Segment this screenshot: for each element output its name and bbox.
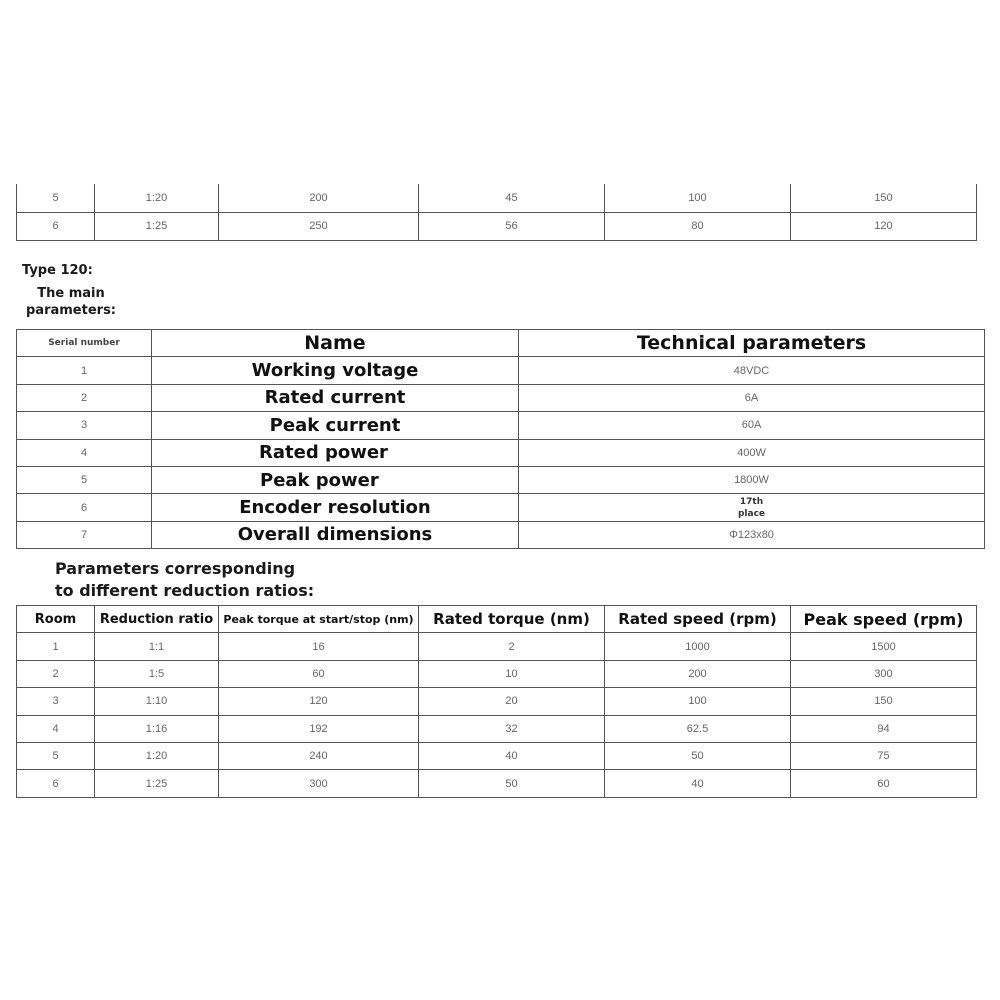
table-cell: 240 (219, 742, 419, 769)
value-cell: 6A (519, 384, 985, 411)
rated-speed-header: Rated speed (rpm) (605, 606, 791, 633)
table-row (17, 521, 985, 548)
type-label: Type 120: (22, 263, 93, 278)
table-cell: 1 (17, 633, 95, 660)
serial-cell: 5 (17, 466, 152, 493)
table-cell: 20 (419, 688, 605, 715)
table-cell: 45 (419, 184, 605, 212)
serial-cell: 3 (17, 412, 152, 439)
value-cell: 60A (519, 412, 985, 439)
main-params-table (16, 329, 985, 549)
table-cell: 60 (219, 660, 419, 687)
table-cell: 250 (219, 212, 419, 240)
table-cell: 100 (605, 688, 791, 715)
previous-ratio-table (16, 184, 977, 241)
name-cell: Working voltage (152, 357, 519, 384)
table-row (17, 466, 985, 493)
table-cell: 1:1 (95, 633, 219, 660)
table-row (17, 494, 985, 521)
table-row (17, 770, 977, 797)
table-row (17, 357, 985, 384)
table-cell: 60 (791, 770, 977, 797)
rated-torque-header: Rated torque (nm) (419, 606, 605, 633)
table-row (17, 184, 977, 212)
value-cell: 48VDC (519, 357, 985, 384)
table-cell: 4 (17, 715, 95, 742)
table-cell: 1500 (791, 633, 977, 660)
table-cell: 150 (791, 688, 977, 715)
value-cell (519, 494, 985, 521)
reduction-ratio-header: Reduction ratio (95, 606, 219, 633)
table-row (17, 412, 985, 439)
table-cell: 80 (605, 212, 791, 240)
value-cell: 400W (519, 439, 985, 466)
table-cell: 3 (17, 688, 95, 715)
table-cell: 40 (605, 770, 791, 797)
serial-cell: 1 (17, 357, 152, 384)
table-cell: 120 (791, 212, 977, 240)
table-header-row (17, 606, 977, 633)
table-cell: 56 (419, 212, 605, 240)
table-cell: 5 (17, 742, 95, 769)
table-cell: 75 (791, 742, 977, 769)
peak-speed-header: Peak speed (rpm) (791, 606, 977, 633)
table-cell: 120 (219, 688, 419, 715)
serial-cell: 7 (17, 521, 152, 548)
table-cell: 300 (219, 770, 419, 797)
serial-cell: 6 (17, 494, 152, 521)
table-cell: 1:20 (95, 742, 219, 769)
table-cell: 200 (605, 660, 791, 687)
name-cell: Peak power (152, 466, 519, 493)
table-cell: 94 (791, 715, 977, 742)
serial-number-header: Serial number (17, 330, 152, 357)
table-cell: 1000 (605, 633, 791, 660)
tech-params-header: Technical parameters (519, 330, 985, 357)
name-cell: Rated power (152, 439, 519, 466)
table-cell: 2 (17, 660, 95, 687)
table-cell: 1:25 (95, 212, 219, 240)
table-cell: 100 (605, 184, 791, 212)
name-cell: Overall dimensions (152, 521, 519, 548)
reduction-ratio-table (16, 605, 977, 798)
value-cell: Φ123x80 (519, 521, 985, 548)
name-header: Name (152, 330, 519, 357)
table-cell: 32 (419, 715, 605, 742)
value-cell: 1800W (519, 466, 985, 493)
table-cell: 150 (791, 184, 977, 212)
name-cell: Peak current (152, 412, 519, 439)
table-cell: 1:25 (95, 770, 219, 797)
serial-cell: 4 (17, 439, 152, 466)
table-row (17, 688, 977, 715)
table-cell: 16 (219, 633, 419, 660)
ratio-params-label: Parameters corresponding to different reduction ratios: (55, 559, 315, 600)
table-row (17, 212, 977, 240)
table-cell: 6 (17, 770, 95, 797)
table-cell: 1:20 (95, 184, 219, 212)
main-params-label: The main parameters: (26, 286, 117, 318)
table-row (17, 660, 977, 687)
serial-cell: 2 (17, 384, 152, 411)
table-cell: 50 (605, 742, 791, 769)
table-cell: 1:16 (95, 715, 219, 742)
table-cell: 10 (419, 660, 605, 687)
table-cell: 300 (791, 660, 977, 687)
table-cell: 5 (17, 184, 95, 212)
table-cell: 1:10 (95, 688, 219, 715)
table-row (17, 439, 985, 466)
table-cell: 2 (419, 633, 605, 660)
table-row (17, 715, 977, 742)
table-row (17, 633, 977, 660)
room-header: Room (17, 606, 95, 633)
table-row (17, 384, 985, 411)
encoder-value: 17th place (737, 496, 766, 519)
table-cell: 6 (17, 212, 95, 240)
name-cell: Rated current (152, 384, 519, 411)
name-cell: Encoder resolution (152, 494, 519, 521)
table-cell: 62.5 (605, 715, 791, 742)
table-cell: 1:5 (95, 660, 219, 687)
table-cell: 200 (219, 184, 419, 212)
table-cell: 50 (419, 770, 605, 797)
table-cell: 40 (419, 742, 605, 769)
table-header-row (17, 330, 985, 357)
peak-torque-header: Peak torque at start/stop (nm) (219, 606, 419, 633)
table-cell: 192 (219, 715, 419, 742)
table-row (17, 742, 977, 769)
